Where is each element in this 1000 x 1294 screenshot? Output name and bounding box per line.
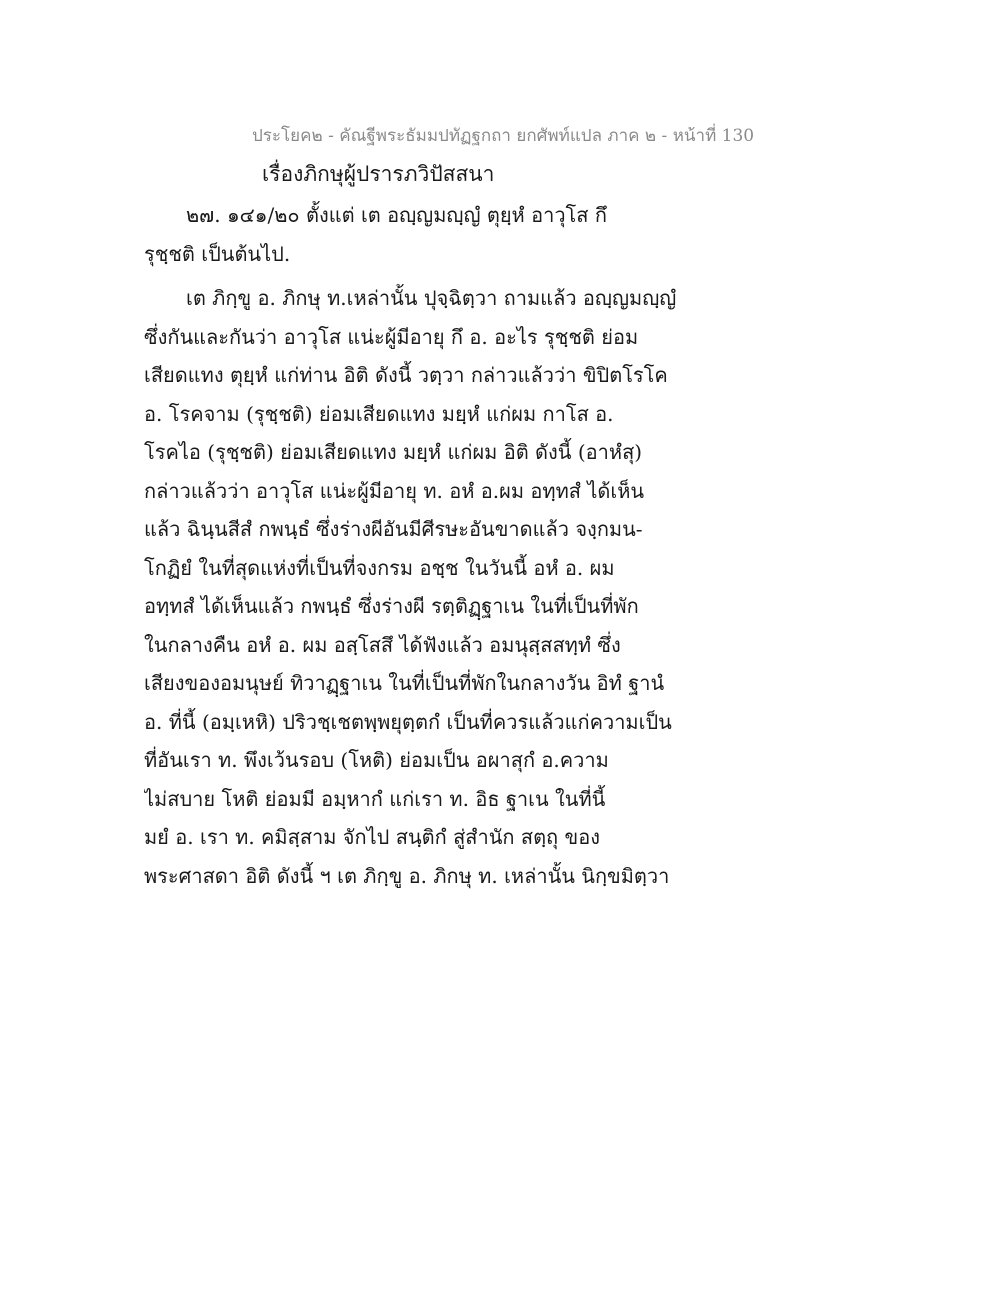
story-title: เรื่องภิกษุผู้ปรารภวิปัสสนา xyxy=(262,162,495,186)
body-text xyxy=(144,196,684,895)
text-line: อทฺทสํ ได้เห็นแล้ว กพนฺธํ ซึ่งร่างผี รตฺติฏฺฐาเน ในที่เป็นที่พัก xyxy=(144,594,639,618)
text-line: เสียดแทง ตุยฺหํ แก่ท่าน อิติ ดังนี้ วตฺวา กล่าวแล้วว่า ขิปิตโรโค xyxy=(144,363,668,387)
paragraph-1 xyxy=(144,196,684,273)
text-line: เสียงของอมนุษย์ ทิวาฏฺฐาเน ในที่เป็นที่พักในกลางวัน อิทํ ฐานํ xyxy=(144,671,665,695)
text-line: รุชฺชติ เป็นต้นไป. xyxy=(144,241,291,266)
text-line: โรคไอ (รุชฺชติ) ย่อมเสียดแทง มยฺหํ แก่ผม อิติ ดังนี้ (อาหํสุ) xyxy=(144,440,643,464)
text-line: ที่อันเรา ท. พึงเว้นรอบ (โหติ) ย่อมเป็น อผาสุกํ อ.ความ xyxy=(144,748,609,772)
paragraph-2 xyxy=(144,279,684,895)
text-line: ๒๗. ๑๔๑/๒๐ ตั้งแต่ เต อญฺญมญฺญํ ตุยฺหํ อาวุโส กึ xyxy=(186,203,607,227)
running-header: ประโยค๒ - คัณฐีพระธัมมปทัฏฐกถา ยกศัพท์แปล ภาค ๒ - หน้าที่ 130 xyxy=(252,126,755,146)
text-line: มยํ อ. เรา ท. คมิสฺสาม จักไป สนฺติกํ สู่สำนัก สตฺถุ ของ xyxy=(144,825,600,849)
text-line: ซึ่งกันและกันว่า อาวุโส แน่ะผู้มีอายุ กึ อ. อะไร รุชฺชติ ย่อม xyxy=(144,324,639,349)
text-line: ไม่สบาย โหติ ย่อมมี อมฺหากํ แก่เรา ท. อิธ ฐาเน ในที่นี้ xyxy=(144,786,606,811)
text-line: กล่าวแล้วว่า อาวุโส แน่ะผู้มีอายุ ท. อหํ อ.ผม อทฺทสํ ได้เห็น xyxy=(144,478,645,503)
text-line: อ. โรคจาม (รุชฺชติ) ย่อมเสียดแทง มยฺหํ แก่ผม กาโส อ. xyxy=(144,401,614,426)
text-line: พระศาสดา อิติ ดังนี้ ฯ เต ภิกฺขู อ. ภิกษุ ท. เหล่านั้น นิกฺขมิตฺวา xyxy=(144,863,670,888)
text-line: เต ภิกฺขู อ. ภิกษุ ท.เหล่านั้น ปุจฺฉิตฺวา ถามแล้ว อญฺญมญฺญํ xyxy=(186,286,677,310)
text-line: ในกลางคืน อหํ อ. ผม อสฺโสสึ ได้ฟังแล้ว อมนุสฺสสทฺทํ ซึ่ง xyxy=(144,632,621,657)
text-line: แล้ว ฉินฺนสีสํ กพนฺธํ ซึ่งร่างผีอันมีศีรษะอันขาดแล้ว จงฺกมน- xyxy=(144,517,643,541)
text-line: โกฏิยํ ในที่สุดแห่งที่เป็นที่จงกรม อชฺช ในวันนี้ อหํ อ. ผม xyxy=(144,555,615,580)
text-line: อ. ที่นี้ (อมฺเหหิ) ปริวชฺเชตพฺพยุตฺตกํ เป็นที่ควรแล้วแก่ความเป็น xyxy=(144,709,672,734)
